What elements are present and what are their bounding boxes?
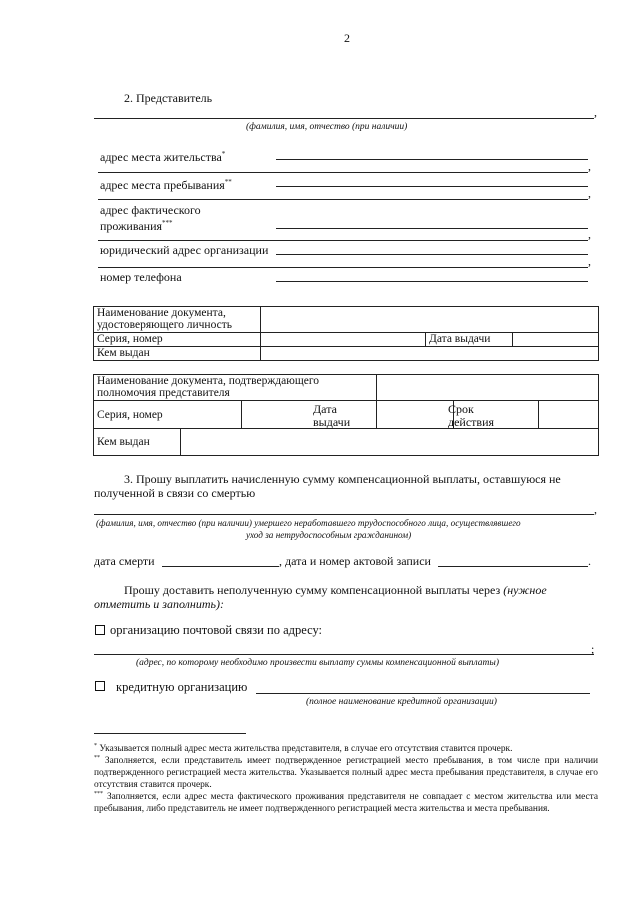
credit-option-label: кредитную организацию <box>116 680 248 694</box>
auth-issued-by-cell: Кем выдан <box>94 429 181 456</box>
legal-line[interactable] <box>276 254 588 255</box>
line-comma: , <box>594 105 597 119</box>
actual-line[interactable] <box>276 228 588 229</box>
section3-request-line1: 3. Прошу выплатить начисленную сумму компенсационной выплаты, оставшуюся не <box>124 472 561 486</box>
footnote-separator <box>94 733 246 734</box>
stay-label: адрес места пребывания** <box>100 178 232 192</box>
actual-label-2: проживания*** <box>100 219 173 233</box>
footnote-2: ** Заполняется, если представитель имеет подтвержденное регистрацией место пребывания, в том числе при наличии подтвержденного регистрацией места жительства. Указывается полный адрес места пребывания представителя, в случае его отсутствия ставится прочерк. <box>94 755 598 791</box>
id-doc-name-cell: Наименование документа, удостоверяющего личность <box>94 307 261 333</box>
id-issued-by-value[interactable] <box>261 347 599 361</box>
auth-doc-name-cell: Наименование документа, подтверждающего полномочия представителя <box>94 375 377 401</box>
id-issued-by-cell: Кем выдан <box>94 347 261 361</box>
credit-checkbox[interactable] <box>95 681 105 691</box>
auth-doc-name-value[interactable] <box>376 375 599 401</box>
page-number: 2 <box>344 31 350 45</box>
line-semicolon: ; <box>591 642 595 656</box>
line-comma: , <box>588 186 591 200</box>
act-record-line[interactable] <box>438 566 588 567</box>
auth-date-cell <box>376 401 453 429</box>
legal-label: юридический адрес организации <box>100 243 269 257</box>
death-date-line[interactable] <box>162 566 279 567</box>
fio-caption: (фамилия, имя, отчество (при наличии) <box>246 122 408 132</box>
footnote-1: * Указывается полный адрес места жительства представителя, в случае его отсутствия ставится прочерк. <box>94 743 513 755</box>
stay-line[interactable] <box>276 186 588 187</box>
deliver-text-1: Прошу доставить неполученную сумму компенсационной выплаты через (нужное <box>124 583 547 597</box>
phone-label: номер телефона <box>100 270 182 284</box>
phone-line[interactable] <box>276 281 588 282</box>
section2-heading: 2. Представитель <box>124 91 213 105</box>
deceased-name-line[interactable] <box>94 514 594 515</box>
footnote-3: *** Заполняется, если адрес места фактического проживания представителя не совпадает с местом жительства или места пребывания, либо представитель не имеет подтвержденного регистрацией места жительства и места пребывания. <box>94 791 598 815</box>
credit-caption: (полное наименование кредитной организации) <box>306 697 497 707</box>
line-comma: , <box>594 502 597 516</box>
line-comma: , <box>588 254 591 268</box>
residence-line[interactable] <box>276 159 588 160</box>
auth-term-value[interactable] <box>538 401 599 429</box>
actual-label-1: адрес фактического <box>100 203 201 217</box>
id-issue-date-value[interactable] <box>513 333 599 347</box>
residence-line-2[interactable] <box>98 172 588 173</box>
post-caption: (адрес, по которому необходимо произвести выплату суммы компенсационной выплаты) <box>136 658 499 668</box>
representative-name-line[interactable] <box>94 118 594 119</box>
deliver-text-2: отметить и заполнить): <box>94 597 224 611</box>
auth-term-label: Срок действия <box>448 402 495 429</box>
residence-label: адрес места жительства* <box>100 150 226 164</box>
post-option-label: организацию почтовой связи по адресу: <box>110 623 323 637</box>
line-period: . <box>588 554 591 568</box>
line-comma: , <box>588 159 591 173</box>
id-series-value[interactable] <box>261 333 426 347</box>
deceased-caption-1: (фамилия, имя, отчество (при наличии) умершего неработавшего трудоспособного лица, осуществлявшего <box>96 518 521 528</box>
section3-request-line2: полученной в связи со смертью <box>94 486 256 500</box>
legal-line-2[interactable] <box>98 267 588 268</box>
id-doc-name-value[interactable] <box>261 307 599 333</box>
auth-series-cell: Серия, номер <box>94 401 242 429</box>
line-comma: , <box>588 227 591 241</box>
id-series-cell: Серия, номер <box>94 333 261 347</box>
post-address-line[interactable] <box>94 654 594 655</box>
id-document-table <box>93 306 599 361</box>
credit-org-line[interactable] <box>256 693 590 694</box>
id-issue-date-cell: Дата выдачи <box>426 333 513 347</box>
auth-date-label: Дата выдачи <box>313 402 351 429</box>
act-record-label: , дата и номер актовой записи <box>279 554 431 568</box>
actual-line-2[interactable] <box>98 240 588 241</box>
auth-issued-by-value[interactable] <box>181 429 599 456</box>
stay-line-2[interactable] <box>98 199 588 200</box>
deceased-caption-2: уход за нетрудоспособным гражданином) <box>246 530 412 540</box>
post-checkbox[interactable] <box>95 625 105 635</box>
death-date-label: дата смерти <box>94 554 155 568</box>
auth-series-value[interactable] <box>241 401 376 429</box>
